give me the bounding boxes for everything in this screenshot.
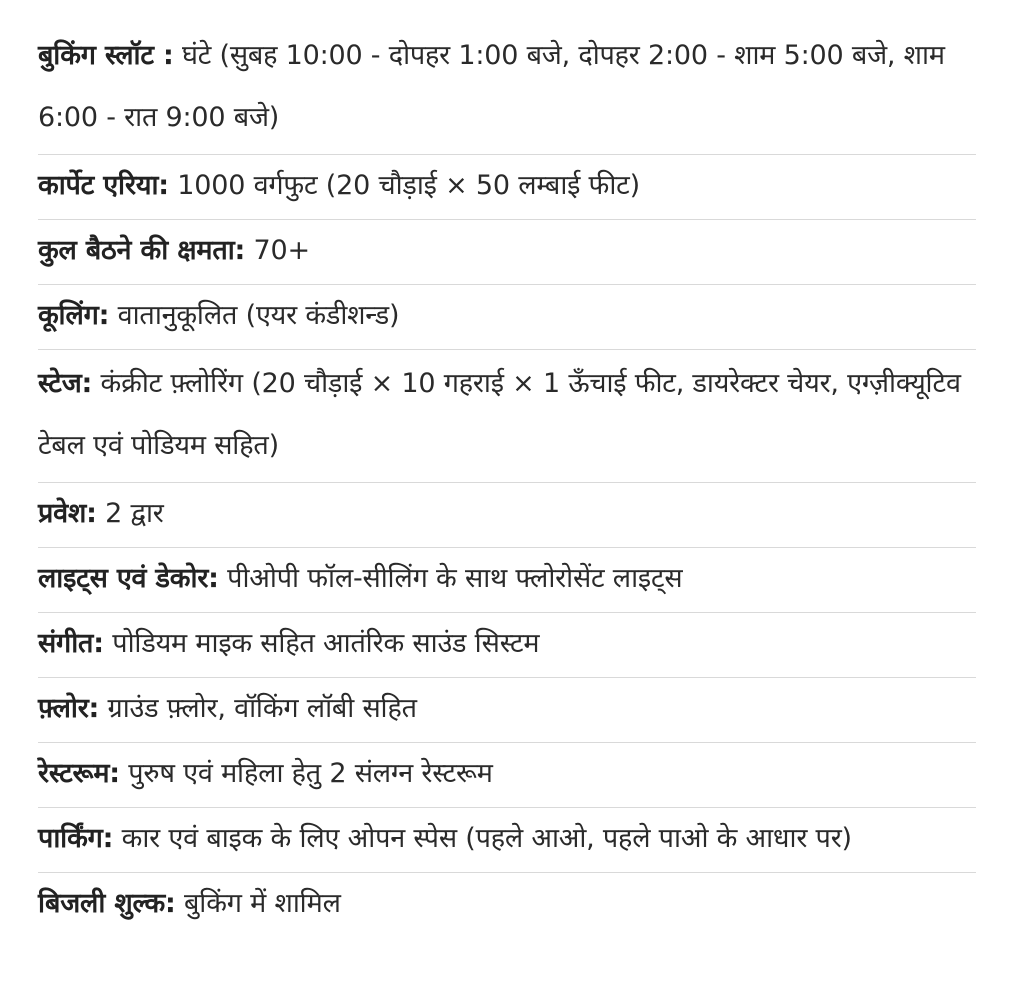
list-item-entrance	[38, 483, 976, 548]
item-value: कंक्रीट फ़्लोरिंग (20 चौड़ाई × 10 गहराई × 1 ऊँचाई फीट, डायरेक्टर चेयर, एग्ज़ीक्यूटिव टेबल एवं पोडियम सहित)	[38, 368, 961, 461]
item-value: पीओपी फॉल-सीलिंग के साथ फ्लोरोसेंट लाइट्स	[227, 563, 683, 594]
list-item-cooling	[38, 285, 976, 350]
item-label: कुल बैठने की क्षमता:	[38, 235, 246, 266]
list-item-floor	[38, 678, 976, 743]
item-label: बुकिंग स्लॉट :	[38, 40, 174, 71]
item-label: कार्पेट एरिया:	[38, 170, 169, 201]
list-item-carpet-area	[38, 155, 976, 220]
item-value: 2 द्वार	[105, 498, 164, 529]
item-label: बिजली शुल्क:	[38, 888, 176, 919]
list-item-restroom	[38, 743, 976, 808]
item-label: रेस्टरूम:	[38, 758, 120, 789]
item-value: बुकिंग में शामिल	[184, 888, 341, 919]
item-value: वातानुकूलित (एयर कंडीशन्ड)	[117, 300, 400, 331]
list-item-seating-capacity	[38, 220, 976, 285]
venue-details-list	[38, 22, 976, 937]
list-item-stage	[38, 350, 976, 483]
item-value: पुरुष एवं महिला हेतु 2 संलग्न रेस्टरूम	[128, 758, 493, 789]
item-label: प्रवेश:	[38, 498, 97, 529]
list-item-electricity-charges	[38, 873, 976, 937]
item-label: संगीत:	[38, 628, 104, 659]
item-label: फ़्लोर:	[38, 693, 100, 724]
item-label: स्टेज:	[38, 368, 93, 399]
item-label: लाइट्स एवं डेकोर:	[38, 563, 219, 594]
list-item-parking	[38, 808, 976, 873]
item-value: घंटे (सुबह 10:00 - दोपहर 1:00 बजे, दोपहर 2:00 - शाम 5:00 बजे, शाम 6:00 - रात 9:00 बजे)	[38, 40, 945, 133]
item-value: 1000 वर्गफुट (20 चौड़ाई × 50 लम्बाई फीट)	[177, 170, 640, 201]
item-value: ग्राउंड फ़्लोर, वॉकिंग लॉबी सहित	[107, 693, 417, 724]
list-item-booking-slot	[38, 22, 976, 155]
list-item-music	[38, 613, 976, 678]
item-value: 70+	[253, 235, 310, 266]
item-label: पार्किंग:	[38, 823, 114, 854]
item-value: पोडियम माइक सहित आतंरिक साउंड सिस्टम	[112, 628, 540, 659]
item-value: कार एवं बाइक के लिए ओपन स्पेस (पहले आओ, पहले पाओ के आधार पर)	[121, 823, 852, 854]
item-label: कूलिंग:	[38, 300, 110, 331]
list-item-lights-decor	[38, 548, 976, 613]
